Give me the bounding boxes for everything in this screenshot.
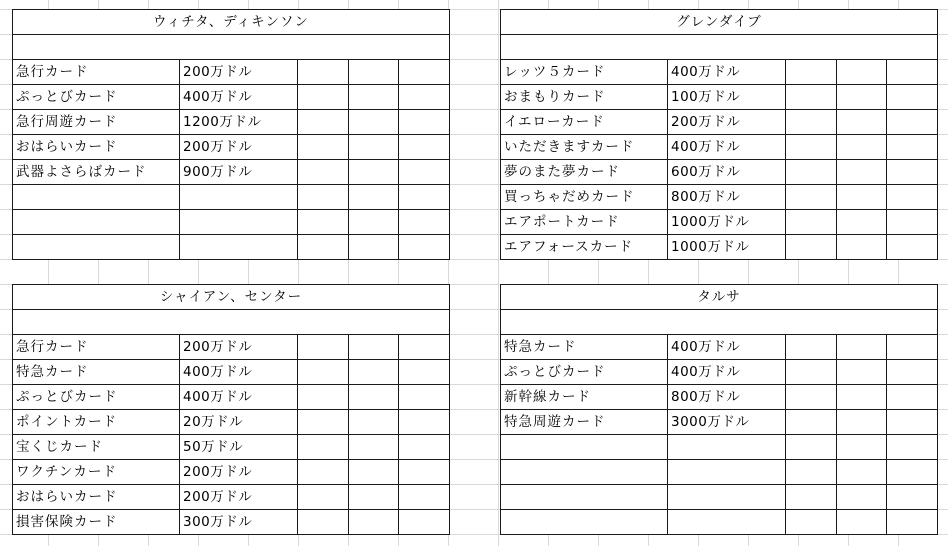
card-name-cell[interactable]: ポイントカード [13, 410, 180, 435]
card-name-cell[interactable] [501, 485, 668, 510]
empty-cell[interactable] [349, 335, 399, 360]
empty-cell[interactable] [837, 135, 887, 160]
empty-cell[interactable] [298, 360, 349, 385]
price-cell[interactable]: 50万ドル [180, 435, 298, 460]
price-cell[interactable]: 400万ドル [180, 85, 298, 110]
table-row [501, 435, 938, 460]
card-name-cell[interactable]: 急行周遊カード [13, 110, 180, 135]
price-cell[interactable]: 400万ドル [180, 360, 298, 385]
empty-cell[interactable] [786, 385, 837, 410]
empty-cell[interactable] [786, 360, 837, 385]
empty-cell[interactable] [837, 410, 887, 435]
card-name-cell[interactable]: おはらいカード [13, 135, 180, 160]
empty-cell[interactable] [399, 460, 450, 485]
empty-cell[interactable] [298, 485, 349, 510]
table-row [13, 510, 450, 535]
empty-cell[interactable] [887, 360, 938, 385]
empty-cell[interactable] [349, 235, 399, 260]
empty-cell[interactable] [349, 110, 399, 135]
empty-cell[interactable] [786, 110, 837, 135]
table-row [501, 360, 938, 385]
empty-cell[interactable] [399, 485, 450, 510]
empty-cell[interactable] [786, 160, 837, 185]
card-name-cell[interactable]: いただきますカード [501, 135, 668, 160]
empty-cell[interactable] [399, 110, 450, 135]
price-cell[interactable]: 3000万ドル [668, 410, 786, 435]
card-name-cell[interactable] [501, 510, 668, 535]
empty-cell[interactable] [887, 85, 938, 110]
empty-cell[interactable] [399, 360, 450, 385]
empty-cell[interactable] [837, 60, 887, 85]
empty-cell[interactable] [399, 435, 450, 460]
empty-cell[interactable] [399, 60, 450, 85]
cell[interactable] [501, 35, 938, 60]
empty-cell[interactable] [837, 460, 887, 485]
card-name-cell[interactable]: ぷっとびカード [13, 385, 180, 410]
table-row [501, 110, 938, 135]
table-row [13, 335, 450, 360]
block-title-row [13, 285, 450, 310]
table-row [13, 185, 450, 210]
table-row [501, 160, 938, 185]
empty-cell[interactable] [399, 335, 450, 360]
card-name-cell[interactable]: 特急カード [13, 360, 180, 385]
card-name-cell[interactable]: おはらいカード [13, 485, 180, 510]
cell[interactable] [13, 35, 450, 60]
table-row [13, 435, 450, 460]
empty-cell[interactable] [837, 160, 887, 185]
table-row [13, 385, 450, 410]
empty-cell[interactable] [298, 335, 349, 360]
empty-cell[interactable] [887, 410, 938, 435]
block-glendive [500, 9, 938, 260]
card-name-cell[interactable] [13, 185, 180, 210]
empty-cell[interactable] [399, 85, 450, 110]
card-name-cell[interactable] [13, 210, 180, 235]
empty-cell[interactable] [298, 460, 349, 485]
empty-cell[interactable] [887, 435, 938, 460]
card-name-cell[interactable]: エアフォースカード [501, 235, 668, 260]
empty-cell[interactable] [837, 110, 887, 135]
empty-cell[interactable] [349, 485, 399, 510]
empty-cell[interactable] [349, 510, 399, 535]
card-name-cell[interactable]: 急行カード [13, 60, 180, 85]
empty-cell[interactable] [298, 160, 349, 185]
card-name-cell[interactable]: 武器よさらばカード [13, 160, 180, 185]
empty-cell[interactable] [349, 160, 399, 185]
table-row [13, 60, 450, 85]
empty-cell[interactable] [298, 110, 349, 135]
table-row [13, 460, 450, 485]
block-title[interactable]: シャイアン、センター [13, 285, 450, 310]
empty-cell[interactable] [298, 410, 349, 435]
table-row [501, 510, 938, 535]
price-cell[interactable]: 800万ドル [668, 385, 786, 410]
price-cell[interactable]: 200万ドル [668, 110, 786, 135]
card-name-cell[interactable]: エアポートカード [501, 210, 668, 235]
empty-cell[interactable] [786, 185, 837, 210]
empty-cell[interactable] [298, 210, 349, 235]
card-name-cell[interactable] [13, 235, 180, 260]
table-row [13, 85, 450, 110]
empty-cell[interactable] [298, 435, 349, 460]
empty-cell[interactable] [786, 135, 837, 160]
table-row [13, 110, 450, 135]
block-tulsa [500, 284, 938, 535]
empty-cell[interactable] [887, 460, 938, 485]
price-cell[interactable] [668, 485, 786, 510]
empty-cell[interactable] [786, 435, 837, 460]
price-cell[interactable]: 200万ドル [180, 485, 298, 510]
card-name-cell[interactable]: ぷっとびカード [13, 85, 180, 110]
table-row [13, 210, 450, 235]
table-row [13, 160, 450, 185]
price-cell[interactable]: 400万ドル [668, 60, 786, 85]
block-title-row [13, 10, 450, 35]
price-cell[interactable]: 20万ドル [180, 410, 298, 435]
empty-cell[interactable] [786, 210, 837, 235]
empty-cell[interactable] [399, 210, 450, 235]
table-row [501, 460, 938, 485]
table-row [501, 85, 938, 110]
block-title[interactable]: グレンダイブ [501, 10, 938, 35]
card-name-cell[interactable]: 特急カード [501, 335, 668, 360]
block-title[interactable]: ウィチタ、ディキンソン [13, 10, 450, 35]
empty-cell[interactable] [349, 360, 399, 385]
empty-cell[interactable] [786, 60, 837, 85]
price-cell[interactable]: 200万ドル [180, 335, 298, 360]
empty-cell[interactable] [399, 160, 450, 185]
table-row [501, 210, 938, 235]
blank-row [13, 35, 450, 60]
price-cell[interactable] [668, 435, 786, 460]
card-name-cell[interactable] [501, 435, 668, 460]
empty-cell[interactable] [837, 210, 887, 235]
card-name-cell[interactable]: 損害保険カード [13, 510, 180, 535]
price-cell[interactable]: 1000万ドル [668, 210, 786, 235]
price-cell[interactable] [668, 460, 786, 485]
price-cell[interactable]: 900万ドル [180, 160, 298, 185]
empty-cell[interactable] [399, 185, 450, 210]
empty-cell[interactable] [298, 385, 349, 410]
empty-cell[interactable] [786, 485, 837, 510]
empty-cell[interactable] [349, 135, 399, 160]
empty-cell[interactable] [887, 160, 938, 185]
empty-cell[interactable] [837, 360, 887, 385]
empty-cell[interactable] [349, 460, 399, 485]
empty-cell[interactable] [786, 510, 837, 535]
cell[interactable] [13, 310, 450, 335]
empty-cell[interactable] [786, 235, 837, 260]
table-row [501, 185, 938, 210]
empty-cell[interactable] [837, 510, 887, 535]
blank-row [501, 310, 938, 335]
empty-cell[interactable] [887, 485, 938, 510]
card-name-cell[interactable]: イエローカード [501, 110, 668, 135]
table-row [501, 235, 938, 260]
blank-row [13, 310, 450, 335]
table-row [13, 235, 450, 260]
empty-cell[interactable] [298, 185, 349, 210]
price-cell[interactable]: 400万ドル [180, 385, 298, 410]
empty-cell[interactable] [837, 85, 887, 110]
table-row [501, 410, 938, 435]
table-row [501, 485, 938, 510]
empty-cell[interactable] [298, 85, 349, 110]
empty-cell[interactable] [399, 410, 450, 435]
card-name-cell[interactable]: おまもりカード [501, 85, 668, 110]
empty-cell[interactable] [399, 235, 450, 260]
block-cheyenne-center [12, 284, 450, 535]
empty-cell[interactable] [399, 385, 450, 410]
table-row [13, 360, 450, 385]
block-title-row [501, 285, 938, 310]
empty-cell[interactable] [786, 410, 837, 435]
block-title[interactable]: タルサ [501, 285, 938, 310]
cell[interactable] [501, 310, 938, 335]
empty-cell[interactable] [887, 135, 938, 160]
empty-cell[interactable] [349, 85, 399, 110]
empty-cell[interactable] [298, 235, 349, 260]
empty-cell[interactable] [349, 410, 399, 435]
block-title-row [501, 10, 938, 35]
empty-cell[interactable] [887, 210, 938, 235]
empty-cell[interactable] [399, 135, 450, 160]
empty-cell[interactable] [349, 385, 399, 410]
table-row [501, 60, 938, 85]
price-cell[interactable]: 300万ドル [180, 510, 298, 535]
empty-cell[interactable] [887, 235, 938, 260]
card-name-cell[interactable]: 買っちゃだめカード [501, 185, 668, 210]
table-row [13, 410, 450, 435]
price-cell[interactable]: 400万ドル [668, 335, 786, 360]
card-name-cell[interactable]: 特急周遊カード [501, 410, 668, 435]
blank-row [501, 35, 938, 60]
price-cell[interactable] [668, 510, 786, 535]
price-cell[interactable] [180, 185, 298, 210]
empty-cell[interactable] [887, 110, 938, 135]
card-name-cell[interactable] [501, 460, 668, 485]
empty-cell[interactable] [887, 510, 938, 535]
empty-cell[interactable] [887, 385, 938, 410]
price-cell[interactable]: 1200万ドル [180, 110, 298, 135]
card-name-cell[interactable]: 夢のまた夢カード [501, 160, 668, 185]
empty-cell[interactable] [887, 335, 938, 360]
table-row [13, 135, 450, 160]
empty-cell[interactable] [837, 235, 887, 260]
empty-cell[interactable] [298, 135, 349, 160]
empty-cell[interactable] [837, 385, 887, 410]
empty-cell[interactable] [887, 185, 938, 210]
price-cell[interactable]: 600万ドル [668, 160, 786, 185]
price-cell[interactable]: 800万ドル [668, 185, 786, 210]
empty-cell[interactable] [786, 460, 837, 485]
price-cell[interactable]: 100万ドル [668, 85, 786, 110]
card-name-cell[interactable]: ワクチンカード [13, 460, 180, 485]
table-row [501, 385, 938, 410]
price-cell[interactable]: 200万ドル [180, 460, 298, 485]
card-name-cell[interactable]: 宝くじカード [13, 435, 180, 460]
price-cell[interactable]: 200万ドル [180, 135, 298, 160]
empty-cell[interactable] [399, 510, 450, 535]
price-cell[interactable]: 400万ドル [668, 135, 786, 160]
empty-cell[interactable] [786, 85, 837, 110]
price-cell[interactable]: 1000万ドル [668, 235, 786, 260]
card-name-cell[interactable]: レッツ５カード [501, 60, 668, 85]
card-name-cell[interactable]: ぷっとびカード [501, 360, 668, 385]
price-cell[interactable] [180, 210, 298, 235]
empty-cell[interactable] [298, 60, 349, 85]
empty-cell[interactable] [837, 485, 887, 510]
block-wichita-dickinson [12, 9, 450, 260]
price-cell[interactable] [180, 235, 298, 260]
empty-cell[interactable] [786, 335, 837, 360]
empty-cell[interactable] [837, 185, 887, 210]
empty-cell[interactable] [349, 210, 399, 235]
card-name-cell[interactable]: 急行カード [13, 335, 180, 360]
table-row [501, 135, 938, 160]
empty-cell[interactable] [887, 60, 938, 85]
empty-cell[interactable] [837, 335, 887, 360]
table-row [501, 335, 938, 360]
empty-cell[interactable] [298, 510, 349, 535]
empty-cell[interactable] [837, 435, 887, 460]
card-name-cell[interactable]: 新幹線カード [501, 385, 668, 410]
empty-cell[interactable] [349, 60, 399, 85]
empty-cell[interactable] [349, 185, 399, 210]
table-row [13, 485, 450, 510]
price-cell[interactable]: 400万ドル [668, 360, 786, 385]
price-cell[interactable]: 200万ドル [180, 60, 298, 85]
empty-cell[interactable] [349, 435, 399, 460]
